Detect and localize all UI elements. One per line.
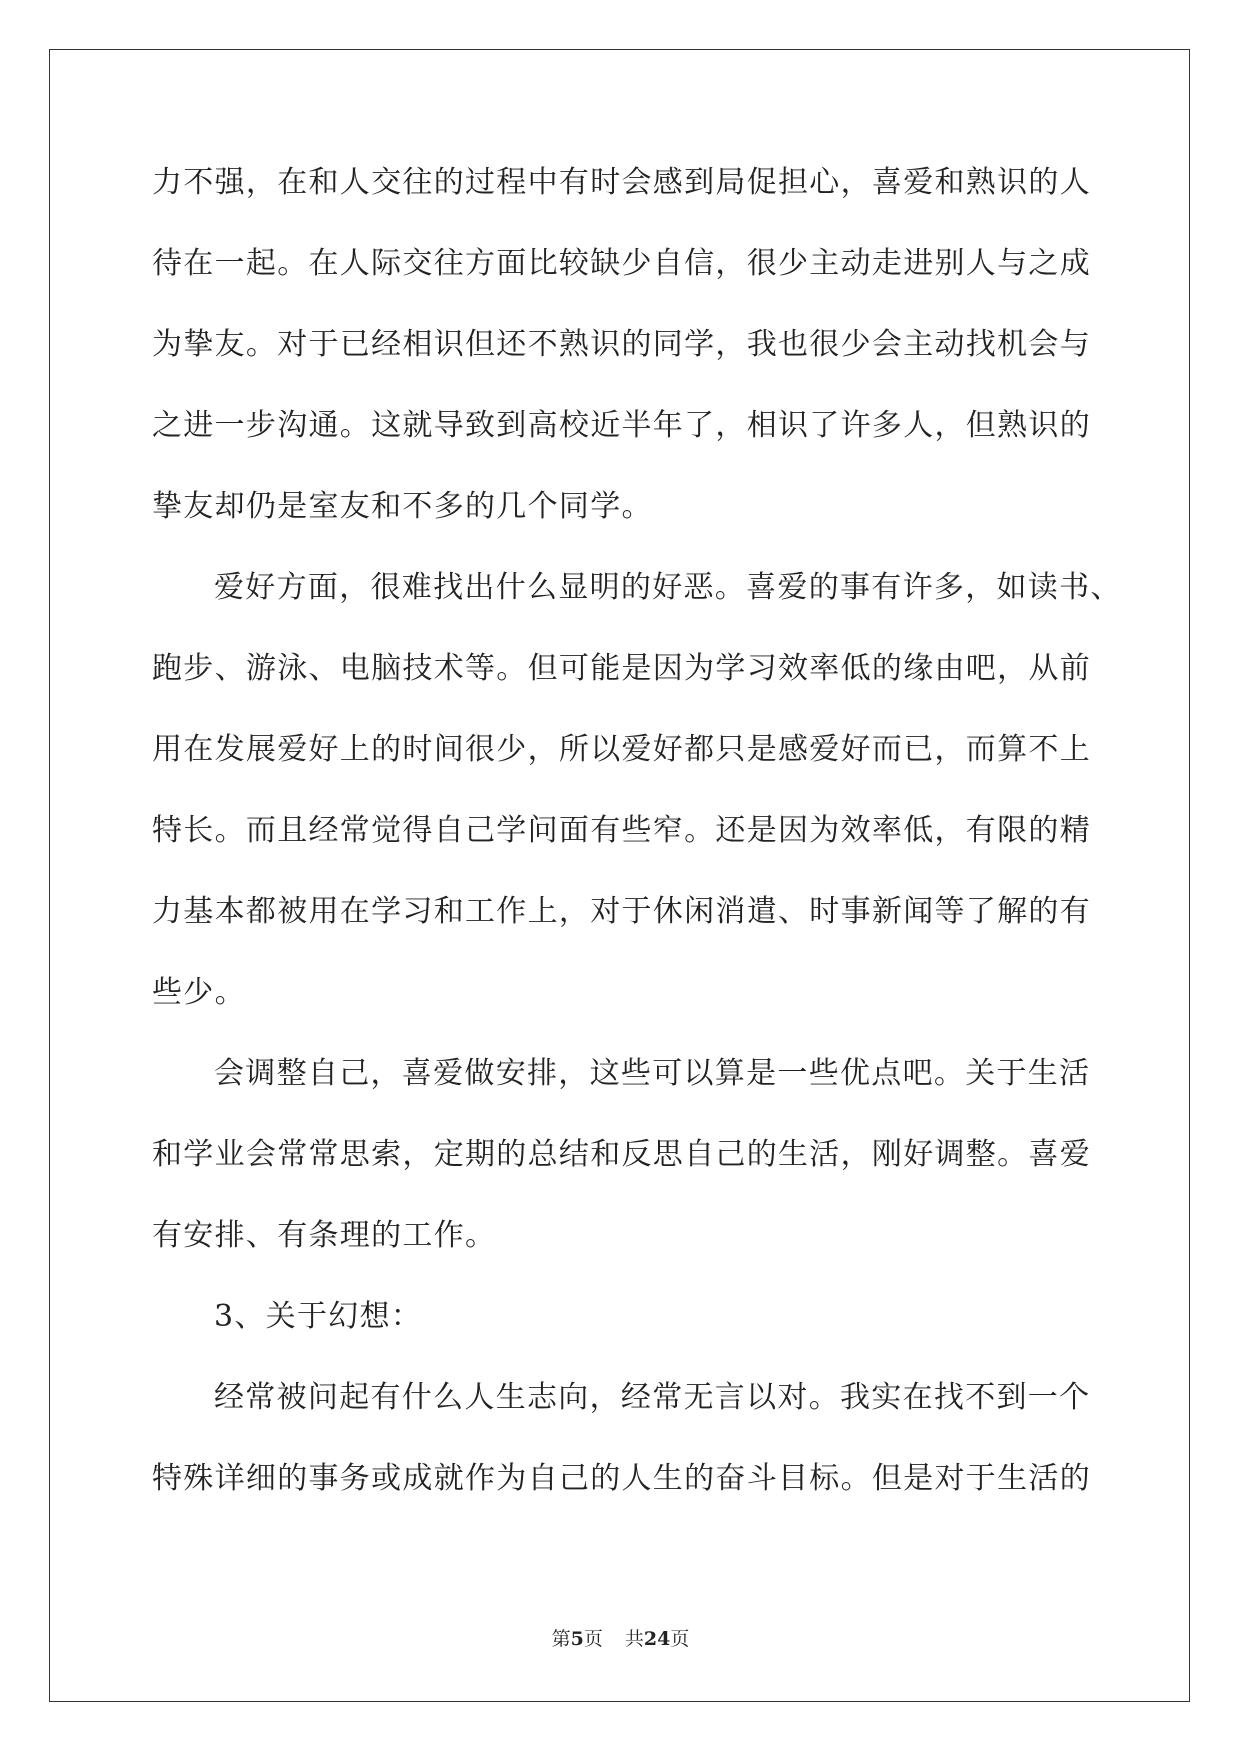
- total-suffix: 页: [670, 1628, 690, 1650]
- page-prefix: 第: [551, 1628, 571, 1650]
- text-line: 爱好方面，很难找出什么显明的好恶。喜爱的事有许多，如读书、: [214, 570, 1122, 605]
- total-prefix: 共: [624, 1628, 644, 1650]
- text-line: 特长。而且经常觉得自己学问面有些窄。还是因为效率低，有限的精: [152, 813, 1091, 848]
- total-pages: 24: [643, 1628, 671, 1650]
- text-line: 力基本都被用在学习和工作上，对于休闲消遣、时事新闻等了解的有: [152, 894, 1091, 929]
- page-footer: [0, 1624, 1241, 1651]
- text-line: 经常被问起有什么人生志向，经常无言以对。我实在找不到一个: [214, 1380, 1091, 1415]
- text-line: 有安排、有条理的工作。: [152, 1218, 497, 1253]
- text-line: 跑步、游泳、电脑技术等。但可能是因为学习效率低的缘由吧，从前: [152, 651, 1091, 686]
- text-line: 力不强，在和人交往的过程中有时会感到局促担心，喜爱和熟识的人: [152, 165, 1091, 200]
- section-heading: 3、关于幻想：: [214, 1299, 423, 1334]
- text-line: 会调整自己，喜爱做安排，这些可以算是一些优点吧。关于生活: [214, 1056, 1091, 1091]
- document-body: [152, 158, 1122, 1535]
- text-line: 特殊详细的事务或成就作为自己的人生的奋斗目标。但是对于生活的: [152, 1461, 1091, 1496]
- text-line: 待在一起。在人际交往方面比较缺少自信，很少主动走进别人与之成: [152, 246, 1091, 281]
- page-suffix: 页: [583, 1628, 603, 1650]
- text-line: 些少。: [152, 975, 246, 1010]
- text-line: 挚友却仍是室友和不多的几个同学。: [152, 489, 653, 524]
- text-line: 和学业会常常思索，定期的总结和反思自己的生活，刚好调整。喜爱: [152, 1137, 1091, 1172]
- text-line: 之进一步沟通。这就导致到高校近半年了，相识了许多人，但熟识的: [152, 408, 1091, 443]
- text-line: 用在发展爱好上的时间很少，所以爱好都只是感爱好而已，而算不上: [152, 732, 1091, 767]
- text-line: 为挚友。对于已经相识但还不熟识的同学，我也很少会主动找机会与: [152, 327, 1091, 362]
- page-number: 5: [570, 1628, 584, 1650]
